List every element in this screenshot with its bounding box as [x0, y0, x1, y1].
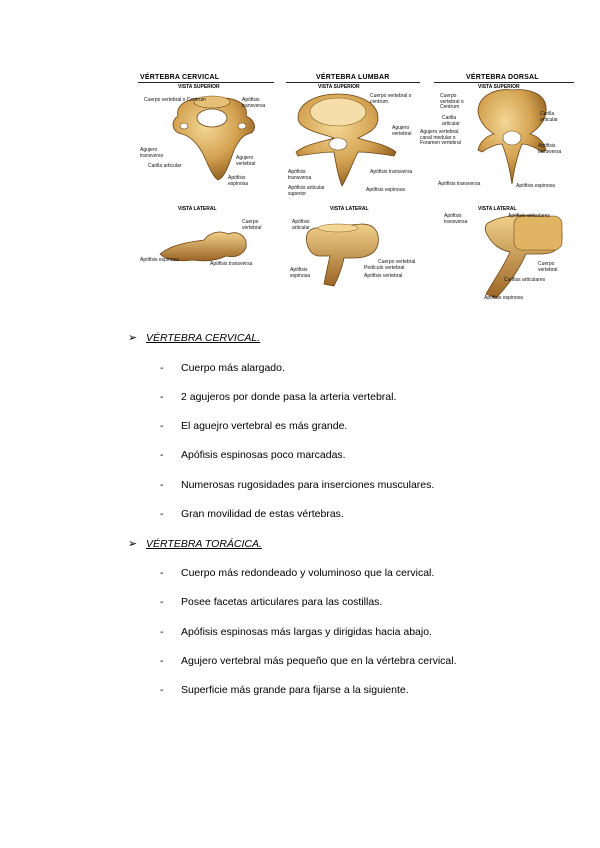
label-apofisis-vertebral: Apófisis vertebral [364, 273, 403, 279]
panel-sub-superior: VISTA SUPERIOR [178, 84, 220, 90]
label-agujero-vertebral: Agujero vertebral [236, 155, 256, 167]
label-apofisis-espinosa: Apófisis espinosa [516, 183, 555, 189]
label-apofisis-espinosa: Apófisis espinosa [290, 267, 311, 279]
section-title-toracica: VÉRTEBRA TORÁCICA. [146, 538, 262, 550]
panel-title-cervical: VÉRTEBRA CERVICAL [140, 74, 220, 81]
panel-sub-lateral: VISTA LATERAL [178, 206, 217, 212]
label-apofisis-transversa: Apófisis transversa [288, 169, 312, 181]
label-cuerpo-vertebral: Cuerpo vertebral [242, 219, 262, 231]
list-item: - Superficie más grande para fijarse a la siguiente. [160, 684, 409, 696]
label-cuerpo-vertebral: Cuerpo vertebral [378, 259, 416, 265]
label-carilla-articular: Carilla articular [540, 111, 558, 123]
label-apofisis-espinosa: Apófisis espinosa [140, 257, 179, 263]
title-rule [286, 82, 420, 83]
panel-sub-lateral: VISTA LATERAL [478, 206, 517, 212]
label-cuerpo-vertebral-centrum: Cuerpo vertebral o Centrum [144, 97, 206, 103]
label-carillas-articulares: Carillas articulares [504, 277, 546, 283]
label-apofisis-espinosa: Apófisis espinosa [228, 175, 249, 187]
list-item: - Apófisis espinosas más largas y dirigidas hacia abajo. [160, 626, 432, 638]
list-item: - Gran movilidad de estas vértebras. [160, 508, 344, 520]
label-apofisis-transversa: Apófisis transversa [438, 181, 481, 187]
label-apofisis-transversa: Apófisis transversa [242, 97, 266, 109]
label-cuerpo-vertebral-centrum: Cuerpo vertebral o Centrum [440, 93, 464, 110]
section-marker: ➢ [128, 332, 138, 344]
label-apofisis-espinosa: Apófisis espinosa [484, 295, 523, 301]
label-carilla-articular: Carilla articular [442, 115, 460, 127]
panel-title-lumbar: VÉRTEBRA LUMBAR [316, 74, 390, 81]
panel-sub-superior: VISTA SUPERIOR [318, 84, 360, 90]
label-apofisis-articulares: Apófisis articulares [508, 213, 550, 219]
vertebrae-figure [138, 72, 575, 312]
title-rule [434, 82, 574, 83]
list-item: - Cuerpo más alargado. [160, 362, 285, 374]
label-carilla-articular: Carilla articular [148, 163, 182, 169]
list-item: - 2 agujeros por donde pasa la arteria vertebral. [160, 391, 397, 403]
label-apofisis-transversa: Apófisis transversa [210, 261, 253, 267]
label-cuerpo-vertebral-centrum: Cuerpo vertebral o centrum [370, 93, 412, 105]
section-marker: ➢ [128, 538, 138, 550]
panel-sub-lateral: VISTA LATERAL [330, 206, 369, 212]
list-item: - Agujero vertebral más pequeño que en la vértebra cervical. [160, 655, 457, 667]
list-item: - Cuerpo más redondeado y voluminoso que la cervical. [160, 567, 435, 579]
list-item: - Numerosas rugosidades para inserciones musculares. [160, 479, 435, 491]
panel-sub-superior: VISTA SUPERIOR [478, 84, 520, 90]
panel-title-dorsal: VÉRTEBRA DORSAL [466, 74, 539, 81]
label-apofisis-espinosa: Apófisis espinosa [366, 187, 405, 193]
label-pediculo-vertebral: Pedículo vertebral [364, 265, 405, 271]
list-item: - Posee facetas articulares para las costillas. [160, 596, 383, 608]
label-agujero-vertebral-canal-medular: Agujero vertebral, canal medular o Foramen vertebral [420, 129, 461, 146]
section-title-cervical: VÉRTEBRA CERVICAL. [146, 332, 261, 344]
label-apofisis-transversa: Apófisis transversa [370, 169, 413, 175]
label-apofisis-articular: Apófisis articular [292, 219, 310, 231]
label-agujero-vertebral: Agujero vertebral [392, 125, 412, 137]
label-apofisis-transversa: Apófisis transversa [444, 213, 468, 225]
list-item: - Apófisis espinosas poco marcadas. [160, 449, 346, 461]
label-apofisis-transversa: Apófisis transversa [538, 143, 562, 155]
label-apofisis-articular-superior: Apófisis articular superior [288, 185, 325, 197]
cervical-superior-illustration [138, 72, 575, 312]
label-agujero-transverso: Agujero transverso [140, 147, 164, 159]
label-cuerpo-vertebral: Cuerpo vertebral [538, 261, 558, 273]
list-item: - El aguejro vertebral es más grande. [160, 420, 348, 432]
